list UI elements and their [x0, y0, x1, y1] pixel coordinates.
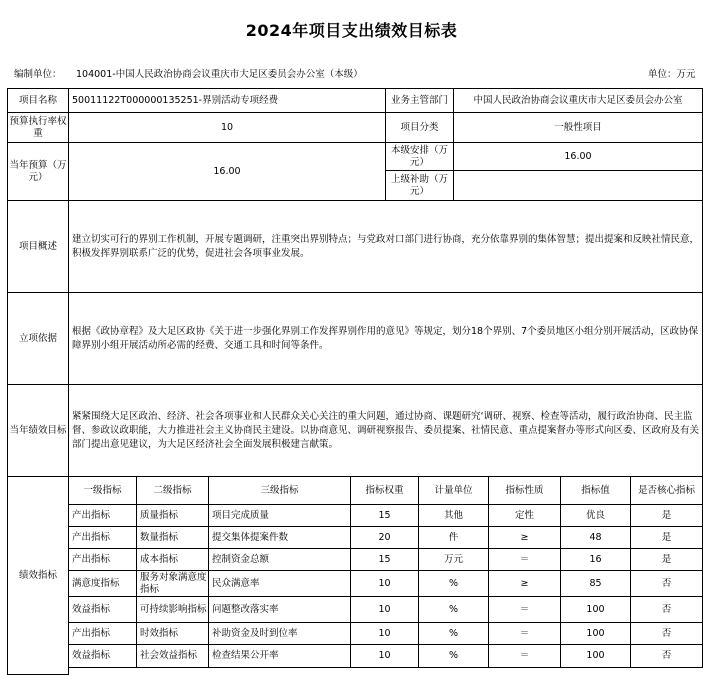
value-cell: 16	[561, 549, 631, 571]
hdr-value: 指标值	[561, 477, 631, 505]
core-cell: 是	[631, 549, 703, 571]
level3-cell: 提交集体提案件数	[209, 527, 351, 549]
level1-cell: 满意度指标	[69, 571, 137, 597]
value-cell: 100	[561, 623, 631, 645]
hdr-level3: 三级指标	[209, 477, 351, 505]
unit-cell: 其他	[419, 505, 489, 527]
weight-cell: 10	[351, 623, 419, 645]
level3-cell: 检查结果公开率	[209, 645, 351, 668]
weight-cell: 10	[351, 645, 419, 668]
goal-text: 紧紧围绕大足区政治、经济、社会各项事业和人民群众关心关注的重大问题，通过协商、课题研究‘调研、视察、检查等活动，履行政治协商、民主监督、参政议政职能，大力推进社会主义协商民主建设。以协商意见、调研视察报告、委员提案、社情民意、重点提案督办等形式向区委、区政府及有关部门提出意见建议，为大足区经济社会全面发展积极建言献策。	[69, 385, 703, 477]
basis-text: 根据《政协章程》及大足区政协《关于进一步强化界别工作发挥界别作用的意见》等规定，划分18个界别、7个委员地区小组分别开展活动，区政协保障界别小组开展活动所必需的经费、交通工具和时间等条件。	[69, 293, 703, 385]
level1-cell: 产出指标	[69, 505, 137, 527]
level2-cell: 数量指标	[137, 527, 209, 549]
indicators-section-label: 绩效指标	[8, 477, 69, 675]
nature-cell: ＝	[489, 623, 561, 645]
weight-value: 10	[69, 113, 386, 143]
unit-label: 编制单位：	[14, 69, 62, 80]
value-cell: 85	[561, 571, 631, 597]
level3-cell: 项目完成质量	[209, 505, 351, 527]
hdr-level1: 一级指标	[69, 477, 137, 505]
hdr-unit: 计量单位	[419, 477, 489, 505]
value-cell: 优良	[561, 505, 631, 527]
level3-cell: 控制资金总额	[209, 549, 351, 571]
level3-cell: 问题整改落实率	[209, 597, 351, 623]
level1-cell: 产出指标	[69, 527, 137, 549]
level2-cell: 质量指标	[137, 505, 209, 527]
value-cell: 100	[561, 597, 631, 623]
level1-cell: 产出指标	[69, 623, 137, 645]
nature-cell: ＝	[489, 645, 561, 668]
unit-cell: %	[419, 623, 489, 645]
overview-text: 建立切实可行的界别工作机制，开展专题调研，注重突出界别特点；与党政对口部门进行协商，充分依靠界别的集体智慧；提出提案和反映社情民意，积极发挥界别联系广泛的优势，促进社会各项事业发展。	[69, 201, 703, 293]
level3-cell: 补助资金及时到位率	[209, 623, 351, 645]
dept-label: 业务主管部门	[386, 89, 454, 113]
core-cell: 否	[631, 597, 703, 623]
local-label: 本级安排（万元）	[386, 143, 454, 171]
nature-cell: 定性	[489, 505, 561, 527]
core-cell: 否	[631, 623, 703, 645]
upper-value	[454, 171, 703, 201]
level1-cell: 产出指标	[69, 549, 137, 571]
unit-cell: 万元	[419, 549, 489, 571]
basis-label: 立项依据	[8, 293, 69, 385]
nature-cell: ≥	[489, 571, 561, 597]
level2-cell: 可持续影响指标	[137, 597, 209, 623]
category-value: 一般性项目	[454, 113, 703, 143]
weight-cell: 20	[351, 527, 419, 549]
core-cell: 是	[631, 505, 703, 527]
level2-cell: 服务对象满意度指标	[137, 571, 209, 597]
unit-cell: %	[419, 645, 489, 668]
goal-label: 当年绩效目标	[8, 385, 69, 477]
overview-label: 项目概述	[8, 201, 69, 293]
hdr-core: 是否核心指标	[631, 477, 703, 505]
value-cell: 100	[561, 645, 631, 668]
core-cell: 否	[631, 645, 703, 668]
money-unit: 单位：万元	[648, 69, 696, 80]
weight-cell: 10	[351, 597, 419, 623]
hdr-level2: 二级指标	[137, 477, 209, 505]
level3-cell: 民众满意率	[209, 571, 351, 597]
nature-cell: ＝	[489, 597, 561, 623]
page-title: 2024年项目支出绩效目标表	[245, 20, 458, 40]
core-cell: 是	[631, 527, 703, 549]
level2-cell: 成本指标	[137, 549, 209, 571]
nature-cell: ＝	[489, 549, 561, 571]
project-name-label: 项目名称	[8, 89, 69, 113]
level1-cell: 效益指标	[69, 645, 137, 668]
weight-cell: 10	[351, 571, 419, 597]
weight-cell: 15	[351, 549, 419, 571]
value-cell: 48	[561, 527, 631, 549]
budget-value: 16.00	[69, 143, 386, 201]
project-name-value: 50011122T000000135251-界别活动专项经费	[69, 89, 386, 113]
unit-cell: 件	[419, 527, 489, 549]
unit-cell: %	[419, 597, 489, 623]
local-value: 16.00	[454, 143, 703, 171]
level1-cell: 效益指标	[69, 597, 137, 623]
hdr-nature: 指标性质	[489, 477, 561, 505]
weight-label: 预算执行率权重	[8, 113, 69, 143]
unit-value: 104001-中国人民政治协商会议重庆市大足区委员会办公室（本级）	[76, 69, 363, 80]
category-label: 项目分类	[386, 113, 454, 143]
weight-cell: 15	[351, 505, 419, 527]
upper-label: 上级补助（万元）	[386, 171, 454, 201]
hdr-weight: 指标权重	[351, 477, 419, 505]
core-cell: 否	[631, 571, 703, 597]
unit-cell: %	[419, 571, 489, 597]
level2-cell: 时效指标	[137, 623, 209, 645]
level2-cell: 社会效益指标	[137, 645, 209, 668]
nature-cell: ≥	[489, 527, 561, 549]
dept-value: 中国人民政治协商会议重庆市大足区委员会办公室	[454, 89, 703, 113]
budget-label: 当年预算（万元）	[8, 143, 69, 201]
